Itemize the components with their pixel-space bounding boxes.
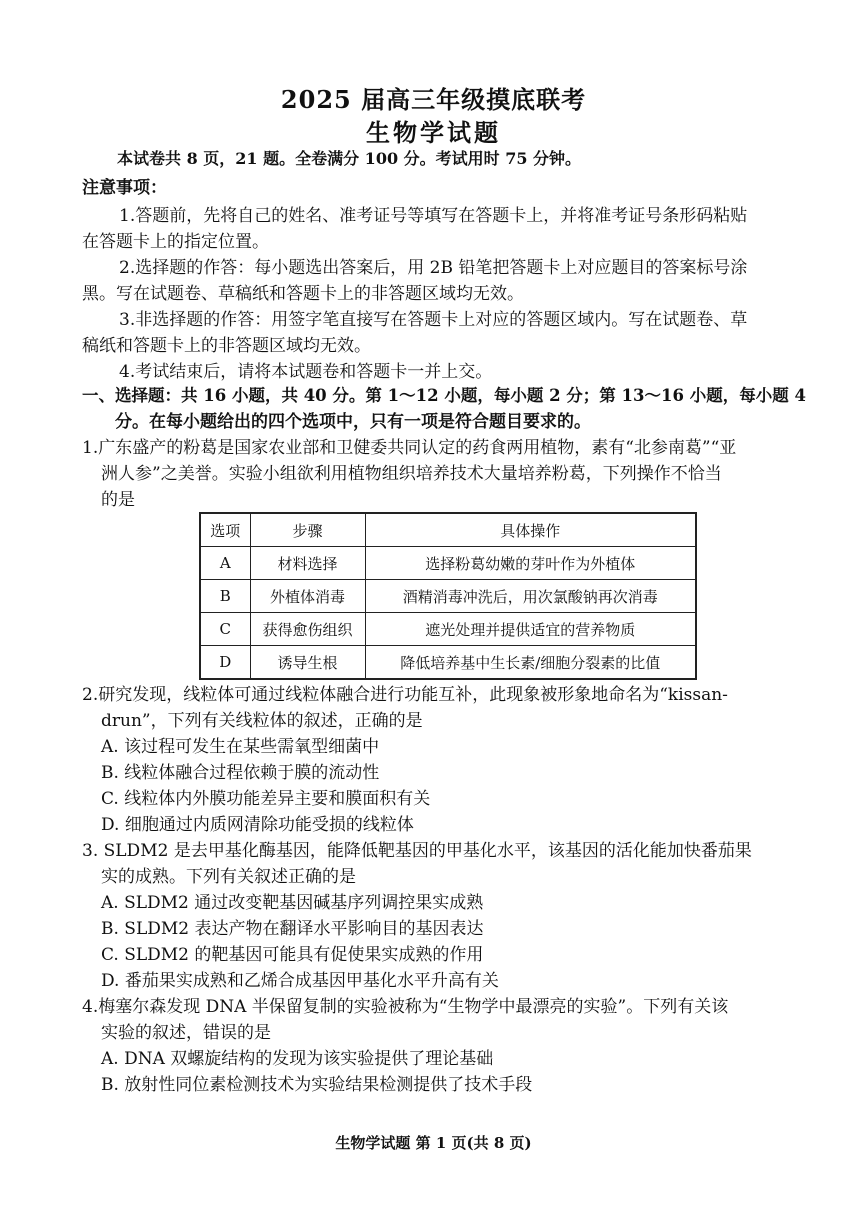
notice-line: 在答题卡上的指定位置。 <box>82 232 269 252</box>
table-cell: C <box>200 613 250 646</box>
exam-info: 本试卷共 8 页，21 题。全卷满分 100 分。考试用时 75 分钟。 <box>117 149 582 168</box>
notice-line: 2.选择题的作答：每小题选出答案后，用 2B 铅笔把答题卡上对应题目的答案标号涂 <box>119 258 748 278</box>
notice-line: 稿纸和答题卡上的非答题区域均无效。 <box>82 336 371 356</box>
table-cell: 获得愈伤组织 <box>250 613 365 646</box>
table-row <box>200 547 696 580</box>
operations-table <box>199 512 697 680</box>
table-cell: 材料选择 <box>250 547 365 580</box>
exam-title: 2025 届高三年级摸底联考 <box>280 85 587 114</box>
question-2-stem: 2.研究发现，线粒体可通过线粒体融合进行功能互补，此现象被形象地命名为“kissan- <box>82 685 728 705</box>
option-b: B. SLDM2 表达产物在翻译水平影响目的基因表达 <box>101 919 484 939</box>
table-header: 步骤 <box>250 513 365 547</box>
notice-line: 黑。写在试题卷、草稿纸和答题卡上的非答题区域均无效。 <box>82 284 524 304</box>
table-row <box>200 613 696 646</box>
option-a: A. DNA 双螺旋结构的发现为该实验提供了理论基础 <box>101 1049 494 1069</box>
question-4-stem: 4.梅塞尔森发现 DNA 半保留复制的实验被称为“生物学中最漂亮的实验”。下列有关该 <box>82 997 729 1017</box>
table-header: 具体操作 <box>365 513 696 547</box>
question-3-stem: 实的成熟。下列有关叙述正确的是 <box>101 867 356 887</box>
section-heading: 一、选择题：共 16 小题，共 40 分。第 1～12 小题，每小题 2 分；第 13～16 小题，每小题 4 <box>82 386 806 405</box>
notice-heading: 注意事项： <box>82 178 167 198</box>
table-row <box>200 580 696 613</box>
option-d: D. 细胞通过内质网清除功能受损的线粒体 <box>101 815 414 835</box>
table-cell: B <box>200 580 250 613</box>
option-a: A. 该过程可发生在某些需氧型细菌中 <box>101 737 380 757</box>
table-cell: 诱导生根 <box>250 646 365 680</box>
option-d: D. 番茄果实成熟和乙烯合成基因甲基化水平升高有关 <box>101 971 499 991</box>
table-header: 选项 <box>200 513 250 547</box>
option-b: B. 线粒体融合过程依赖于膜的流动性 <box>101 763 380 783</box>
notice-line: 3.非选择题的作答：用签字笔直接写在答题卡上对应的答题区域内。写在试题卷、草 <box>119 310 748 330</box>
subject-title: 生物学试题 <box>366 118 501 147</box>
question-1-stem: 洲人参”之美誉。实验小组欲利用植物组织培养技术大量培养粉葛，下列操作不恰当 <box>101 464 722 484</box>
table-cell: D <box>200 646 250 680</box>
table-cell: 酒精消毒冲洗后，用次氯酸钠再次消毒 <box>365 580 696 613</box>
table-row <box>200 646 696 680</box>
page-footer: 生物学试题 第 1 页(共 8 页) <box>335 1134 532 1152</box>
section-instruction: 分。在每小题给出的四个选项中，只有一项是符合题目要求的。 <box>115 412 591 432</box>
question-2-stem: drun”，下列有关线粒体的叙述，正确的是 <box>101 711 423 731</box>
notice-line: 4.考试结束后，请将本试题卷和答题卡一并上交。 <box>119 362 493 382</box>
table-cell: A <box>200 547 250 580</box>
question-4-stem: 实验的叙述，错误的是 <box>101 1023 271 1043</box>
question-1-stem: 1.广东盛产的粉葛是国家农业部和卫健委共同认定的药食两用植物，素有“北参南葛”“亚 <box>82 438 737 458</box>
option-c: C. 线粒体内外膜功能差异主要和膜面积有关 <box>101 789 431 809</box>
table-cell: 外植体消毒 <box>250 580 365 613</box>
option-c: C. SLDM2 的靶基因可能具有促使果实成熟的作用 <box>101 945 484 965</box>
notice-line: 1.答题前，先将自己的姓名、准考证号等填写在答题卡上，并将准考证号条形码粘贴 <box>119 206 748 226</box>
question-3-stem: 3. SLDM2 是去甲基化酶基因，能降低靶基因的甲基化水平，该基因的活化能加快番茄果 <box>82 841 752 861</box>
table-cell: 选择粉葛幼嫩的芽叶作为外植体 <box>365 547 696 580</box>
option-a: A. SLDM2 通过改变靶基因碱基序列调控果实成熟 <box>101 893 484 913</box>
table-header-row <box>200 513 696 547</box>
table-cell: 降低培养基中生长素/细胞分裂素的比值 <box>365 646 696 680</box>
question-1-stem: 的是 <box>101 490 135 510</box>
table-cell: 遮光处理并提供适宜的营养物质 <box>365 613 696 646</box>
option-b: B. 放射性同位素检测技术为实验结果检测提供了技术手段 <box>101 1075 533 1095</box>
